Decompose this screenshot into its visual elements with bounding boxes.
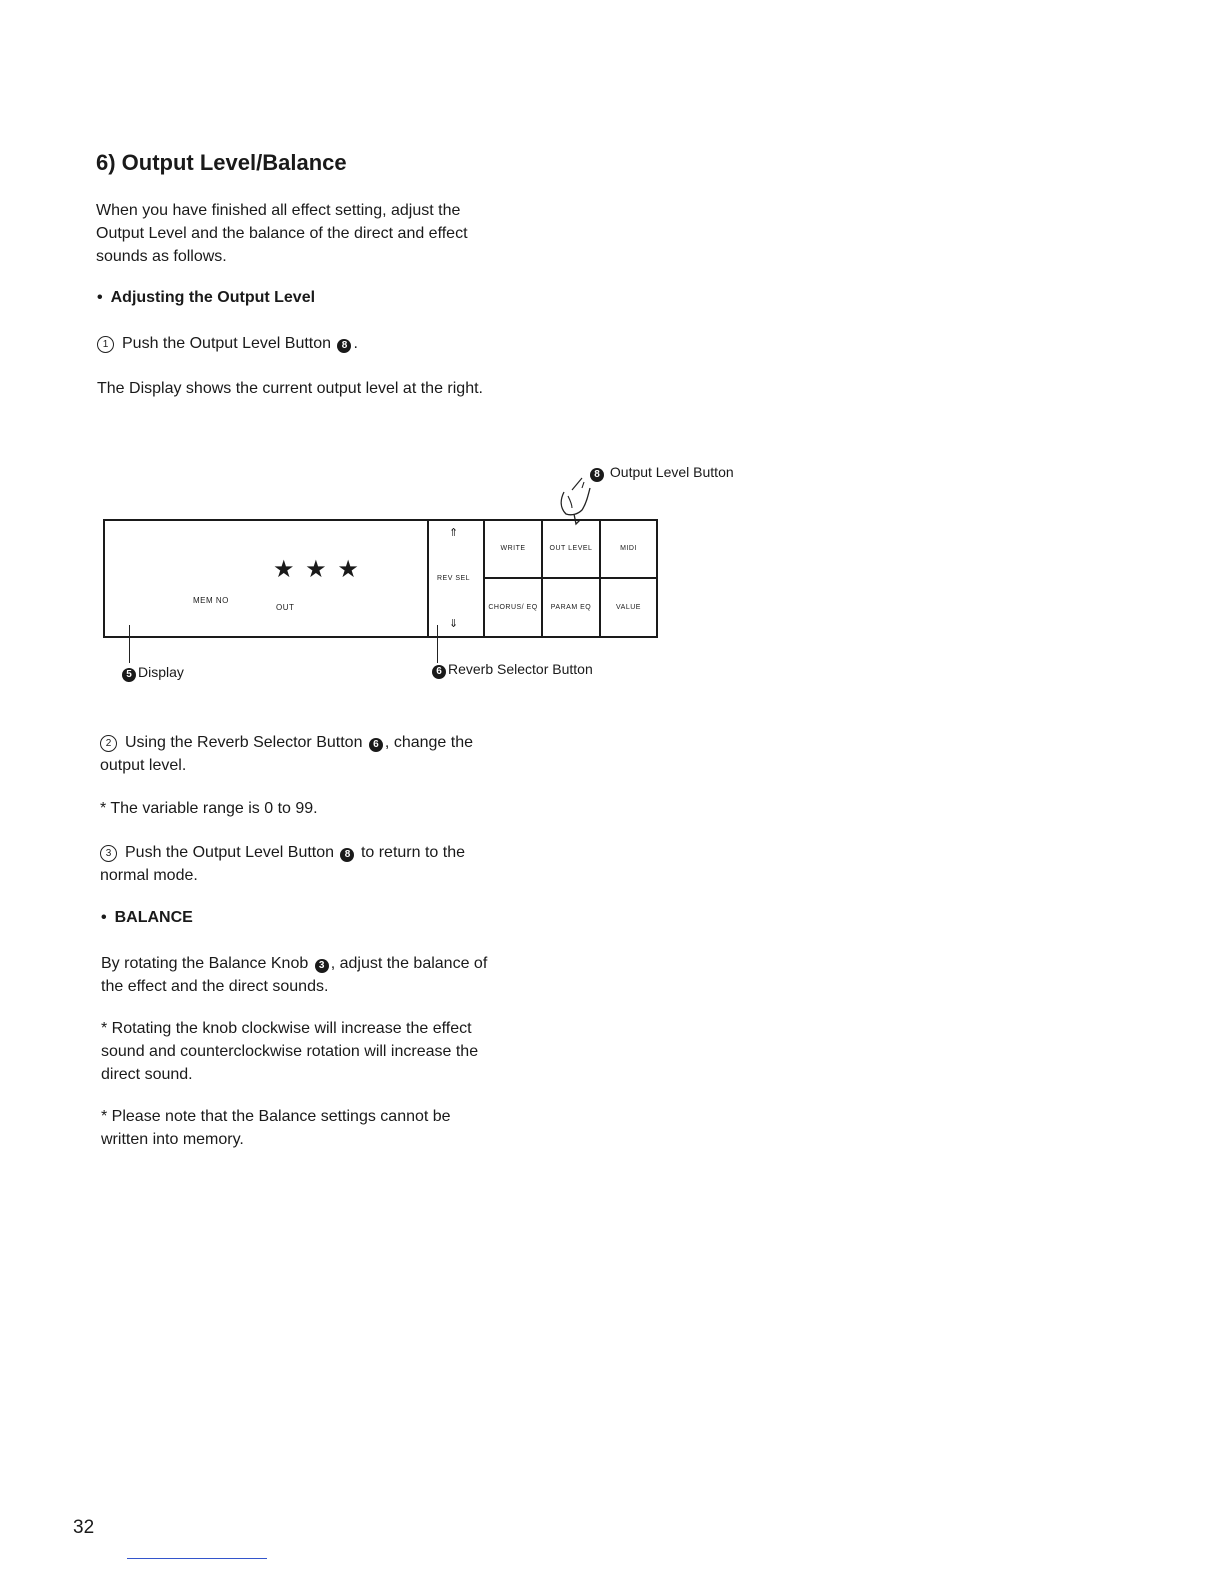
step-text-tail: , change the output level. <box>100 734 473 774</box>
reverb-selector-button[interactable] <box>427 521 485 636</box>
up-arrow-icon: ⇑ <box>449 527 459 539</box>
intro-paragraph: When you have finished all effect setting, adjust the Output Level and the balance of the direct and effect sounds as follows. <box>96 202 468 265</box>
step-number: 2 <box>100 735 117 752</box>
callout-label: Output Level Button <box>609 464 734 480</box>
down-arrow-icon: ⇓ <box>449 618 459 630</box>
page-number: 32 <box>73 1517 95 1538</box>
ref-number: 6 <box>369 738 383 752</box>
step-number: 1 <box>97 336 114 353</box>
footer-rule <box>127 1558 267 1559</box>
step-2 <box>100 731 500 777</box>
mem-no-label: MEM NO <box>193 596 229 605</box>
section-heading: 6) Output Level/Balance <box>96 150 347 175</box>
balance-note-2: * Please note that the Balance settings cannot be written into memory. <box>101 1108 451 1148</box>
bullet-icon: • <box>101 909 107 926</box>
subsection-heading-output-level <box>97 289 315 307</box>
display-area <box>105 521 427 636</box>
step-text: Push the Output Level Button <box>125 844 335 861</box>
step-text: Using the Reverb Selector Button <box>125 734 363 751</box>
callout-reverb-selector <box>430 661 593 679</box>
step-1: 1 Push the Output Level Button 8 . <box>97 332 517 355</box>
out-label: OUT <box>276 603 295 612</box>
balance-note-1: * Rotating the knob clockwise will increase the effect sound and counterclockwise rotation will increase the direct sound. <box>101 1020 479 1083</box>
ref-number: 6 <box>432 665 446 679</box>
step-text-tail: to return to the normal mode. <box>100 844 465 884</box>
balance-text-tail: , adjust the balance of the effect and the direct sounds. <box>101 955 488 995</box>
callout-label: Reverb Selector Button <box>448 661 593 677</box>
step-number: 3 <box>100 845 117 862</box>
star-indicator: ★ ★ ★ <box>273 556 361 583</box>
step-3 <box>100 841 500 887</box>
chorus-eq-button[interactable]: CHORUS/ EQ <box>483 579 541 636</box>
balance-paragraph <box>101 952 501 998</box>
subsection-title: Adjusting the Output Level <box>110 289 316 306</box>
balance-text: By rotating the Balance Knob <box>101 955 309 972</box>
callout-output-level-button <box>588 464 734 482</box>
ref-number: 8 <box>590 468 604 482</box>
bullet-icon: • <box>97 289 103 306</box>
callout-display <box>120 664 184 682</box>
display-note: The Display shows the current output level at the right. <box>97 380 483 397</box>
reverb-leader-line <box>437 625 438 663</box>
range-note: * The variable range is 0 to 99. <box>100 800 318 817</box>
display-leader-line <box>129 625 130 663</box>
rev-sel-label: REV SEL <box>437 575 471 582</box>
callout-label: Display <box>138 664 184 680</box>
ref-number: 8 <box>340 848 354 862</box>
subsection-heading-balance <box>101 909 193 927</box>
subsection-title: BALANCE <box>114 909 193 926</box>
ref-number: 5 <box>122 668 136 682</box>
front-panel-diagram <box>103 519 658 638</box>
midi-button[interactable]: MIDI <box>599 521 656 579</box>
write-button[interactable]: WRITE <box>483 521 541 579</box>
ref-number: 8 <box>337 339 351 353</box>
param-eq-button[interactable]: PARAM EQ <box>541 579 599 636</box>
ref-number: 3 <box>315 959 329 973</box>
value-button[interactable]: VALUE <box>599 579 656 636</box>
step-text: Push the Output Level Button <box>122 335 332 352</box>
out-level-button[interactable]: OUT LEVEL <box>541 521 599 579</box>
